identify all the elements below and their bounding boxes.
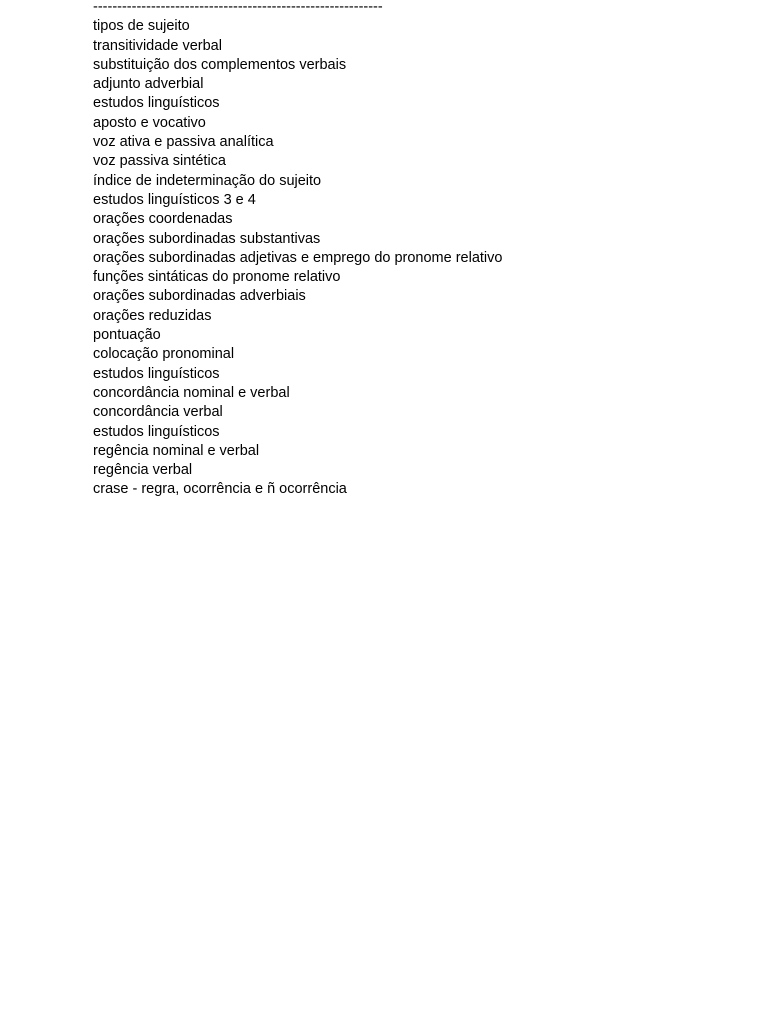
topic-item: orações coordenadas xyxy=(93,211,233,228)
topic-item: colocação pronominal xyxy=(93,346,235,363)
document-content xyxy=(93,0,753,500)
topic-item: estudos linguísticos xyxy=(93,95,220,112)
topic-item: voz passiva sintética xyxy=(93,153,226,170)
topic-item: concordância verbal xyxy=(93,404,223,421)
topic-item: transitividade verbal xyxy=(93,37,222,54)
topic-item: tipos de sujeito xyxy=(93,18,190,35)
topic-item: regência verbal xyxy=(93,462,193,479)
topic-item: crase - regra, ocorrência e ñ ocorrência xyxy=(93,481,347,498)
topic-item: orações reduzidas xyxy=(93,307,212,324)
topic-item: orações subordinadas adjetivas e emprego do pronome relativo xyxy=(93,249,503,266)
topic-item: orações subordinadas adverbiais xyxy=(93,288,306,305)
topic-item: adjunto adverbial xyxy=(93,76,204,93)
topic-item: estudos linguísticos 3 e 4 xyxy=(93,191,256,208)
topic-list xyxy=(93,17,753,499)
topic-item: concordância nominal e verbal xyxy=(93,384,290,401)
topic-item: funções sintáticas do pronome relativo xyxy=(93,269,341,286)
dashed-divider: ------------------------------------------------------------ xyxy=(93,0,383,15)
topic-item: estudos linguísticos xyxy=(93,365,220,382)
topic-item: estudos linguísticos xyxy=(93,423,220,440)
topic-item: pontuação xyxy=(93,327,161,344)
topic-item: substituição dos complementos verbais xyxy=(93,56,347,73)
topic-item: regência nominal e verbal xyxy=(93,442,260,459)
topic-item: aposto e vocativo xyxy=(93,114,206,131)
topic-item: voz ativa e passiva analítica xyxy=(93,134,274,151)
topic-item: orações subordinadas substantivas xyxy=(93,230,321,247)
topic-item: índice de indeterminação do sujeito xyxy=(93,172,322,189)
